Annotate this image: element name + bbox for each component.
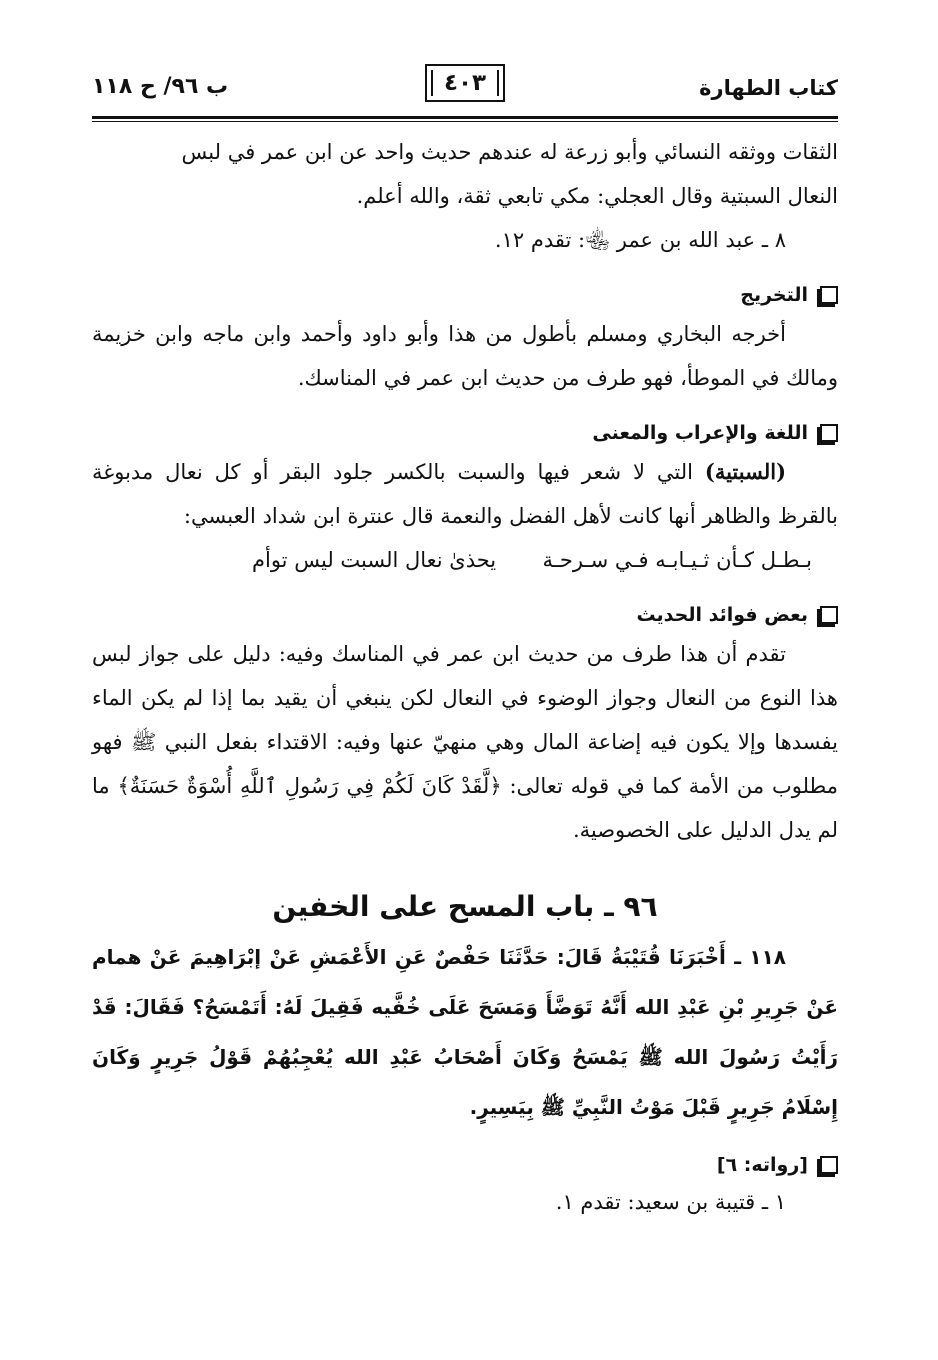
poem-verse — [92, 538, 838, 582]
chapter-title: ٩٦ ـ باب المسح على الخفين — [272, 890, 658, 923]
header-rule — [92, 116, 838, 119]
poem-first-hemistich: بـطـل كـأن ثـيـابـه فـي سـرحـة — [542, 548, 812, 572]
section-heading-fawaid — [92, 598, 838, 632]
takhrij-text: أخرجه البخاري ومسلم بأطول من هذا وأبو داود وأحمد وابن ماجه وابن خزيمة ومالك في الموطأ، فهو طرف من حديث ابن عمر في المناسك. — [92, 322, 838, 390]
section-heading-lugha — [92, 416, 838, 450]
page-content — [92, 130, 838, 1222]
page-header — [92, 68, 838, 112]
chapter-reference: ب ٩٦/ ح ١١٨ — [92, 74, 229, 99]
fawaid-text: تقدم أن هذا طرف من حديث ابن عمر في المناسك وفيه: دليل على جواز لبس هذا النوع من النعال وجواز الوضوء في النعال لكن ينبغي أن يقيد بما إذا لم يكن الماء يفسدها وإلا يكون فيه إضاعة المال وهي منهيّ عنها وفيه: الاقتداء بفعل النبي ﷺ فهو مطلوب من الأمة كما في قوله تعالى: ﴿لَّقَدْ كَانَ لَكُمْ فِي رَسُولِ ٱللَّهِ أُسْوَةٌ حَسَنَةٌ﴾ ما لم يدل الدليل على الخصوصية. — [92, 642, 838, 842]
heading-label: بعض فوائد الحديث — [636, 604, 808, 626]
continued-paragraph-line-1: الثقات ووثقه النسائي وأبو زرعة له عندهم حديث واحد عن ابن عمر في لبس — [181, 140, 838, 164]
page-number: ٤٠٣ — [443, 70, 487, 96]
square-bullet-icon — [820, 1156, 838, 1174]
square-bullet-icon — [820, 286, 838, 304]
header-rule-thin — [92, 121, 838, 122]
square-bullet-icon — [820, 606, 838, 624]
lugha-text — [92, 450, 838, 538]
page-number-box — [425, 64, 505, 102]
poem-second-hemistich: يحذىٰ نعال السبت ليس توأم — [252, 548, 497, 572]
book-title: كتاب الطهارة — [699, 76, 838, 100]
narrator-8: ٨ ـ عبد الله بن عمر ﵄: تقدم ١٢. — [494, 228, 786, 252]
continued-paragraph-line-2: النعال السبتية وقال العجلي: مكي تابعي ثقة، والله أعلم. — [356, 184, 838, 208]
lugha-definition: التي لا شعر فيها والسبت بالكسر جلود البقر أو كل نعال مدبوغة بالقرظ والظاهر أنها كانت لأهل الفضل والنعمة قال عنترة ابن شداد العبسي: — [92, 460, 838, 528]
heading-label: اللغة والإعراب والمعنى — [592, 422, 808, 444]
section-heading-ruwat — [92, 1148, 838, 1182]
heading-label: التخريج — [740, 284, 808, 306]
square-bullet-icon — [820, 424, 838, 442]
heading-label: [رواته: ٦] — [716, 1154, 808, 1176]
section-heading-takhrij — [92, 278, 838, 312]
defined-term: (السبتية) — [704, 459, 786, 484]
hadith-text: ١١٨ ـ أَخْبَرَنَا قُتَيْبَةُ قَالَ: حَدَّثَنَا حَفْصٌ عَنِ الأَعْمَشِ عَنْ إبْرَاهِيمَ عَنْ همام عَنْ جَرِيرِ بْنِ عَبْدِ الله أَنَّهُ تَوَضَّأَ وَمَسَحَ عَلَى خُفَّيه فَقِيلَ لَهُ: أَتَمْسَحُ؟ فَقَالَ: قَدْ رَأَيْتُ رَسُولَ الله ﷺ يَمْسَحُ وَكَانَ أَصْحَابُ عَبْدِ الله يُعْجِبُهُمْ قَوْلُ جَرِيرٍ وَكَانَ إِسْلَامُ جَرِيرٍ قَبْلَ مَوْتُ النَّبِيِّ ﷺ بِيَسِيرٍ. — [92, 945, 838, 1119]
narrator-1: ١ ـ قتيبة بن سعيد: تقدم ١. — [555, 1190, 786, 1214]
